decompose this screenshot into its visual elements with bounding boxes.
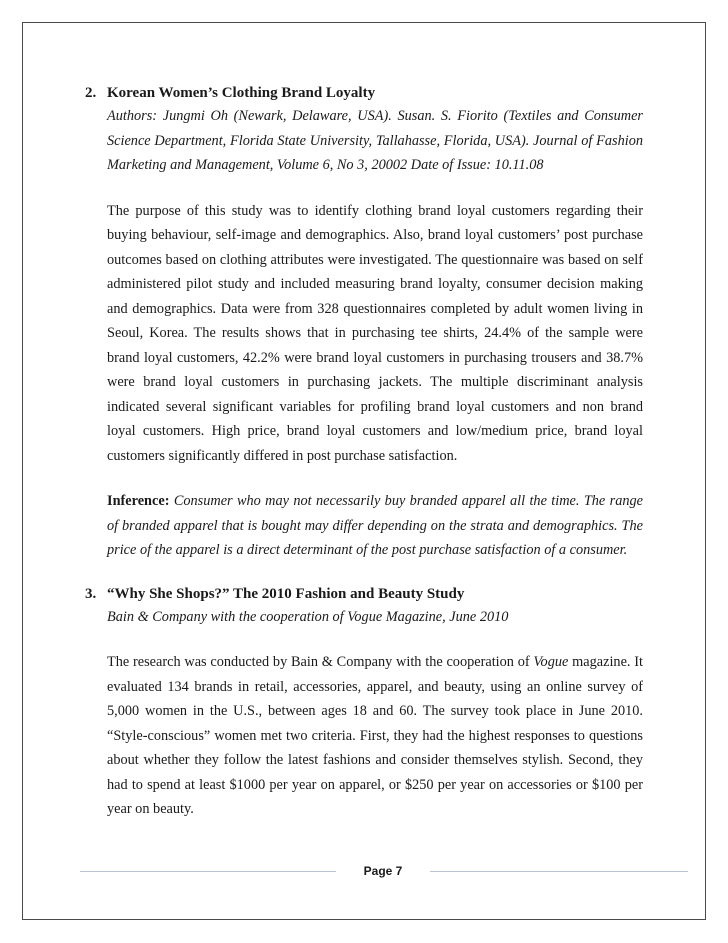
- page-footer: [80, 862, 688, 880]
- section-2-inference: [107, 489, 643, 563]
- footer-rule-right: [430, 871, 688, 872]
- section-3-title: “Why She Shops?” The 2010 Fashion and Beauty Study: [107, 585, 465, 602]
- section-2-paragraph: The purpose of this study was to identify clothing brand loyal customers regarding their buying behaviour, self-image and demographics. Also, brand loyal customers’ post purchase outcomes based on clothing attributes were investigated. The questionnaire was based on self administered pilot study and included measuring brand loyalty, consumer decision making and demographics. Data were from 328 questionnaires completed by adult women living in Seoul, Korea. The results shows that in purchasing tee shirts, 24.4% of the sample were brand loyal customers, 42.2% were brand loyal customers in purchasing trousers and 38.7% were brand loyal customers in purchasing jackets. The multiple discriminant analysis indicated several significant variables for profiling brand loyal customers and non brand loyal customers. High price, brand loyal customers and low/medium price, brand loyal customers significantly differed in post purchase satisfaction.: [107, 202, 643, 464]
- section-2-number: 2.: [85, 85, 97, 101]
- document-body: [85, 84, 643, 822]
- section-2-authors: Authors: Jungmi Oh (Newark, Delaware, USA). Susan. S. Fiorito (Textiles and Consumer Science Department, Florida State University, Tallahasse, Florida, USA). Journal of Fashion Marketing and Management, Volume 6, No 3, 20002 Date of Issue: 10.11.08: [107, 108, 643, 173]
- section-3-source: Bain & Company with the cooperation of Vogue Magazine, June 2010: [107, 608, 509, 625]
- page-number: Page 7: [363, 864, 403, 878]
- section-3-paragraph-after: magazine. It evaluated 134 brands in retail, accessories, apparel, and beauty, using an online survey of 5,000 women in the U.S., between ages 18 and 60. The survey took place in June 2010. “Style-conscious” women met two criteria. First, they had the highest responses to questions about whether they follow the latest fashions and consider themselves stylish. Second, they had to spend at least $1000 per year on apparel, or $250 per year on accessories or $100 per year on beauty.: [107, 654, 643, 817]
- footer-rule-left: [80, 871, 336, 872]
- inference-label: Inference:: [107, 493, 170, 509]
- section-3: [85, 585, 643, 822]
- section-3-paragraph: [107, 650, 643, 822]
- section-3-paragraph-italic: Vogue: [533, 654, 569, 670]
- section-2: [85, 84, 643, 563]
- section-3-number: 3.: [85, 585, 97, 602]
- section-3-paragraph-before: The research was conducted by Bain & Company with the cooperation of: [107, 654, 530, 670]
- section-3-heading: [85, 585, 643, 603]
- section-2-title: Korean Women’s Clothing Brand Loyalty: [107, 85, 376, 101]
- section-2-heading: [85, 84, 643, 102]
- inference-text: Consumer who may not necessarily buy branded apparel all the time. The range of branded apparel that is bought may differ depending on the strata and demographics. The price of the apparel is a direct determinant of the post purchase satisfaction of a consumer.: [107, 493, 643, 558]
